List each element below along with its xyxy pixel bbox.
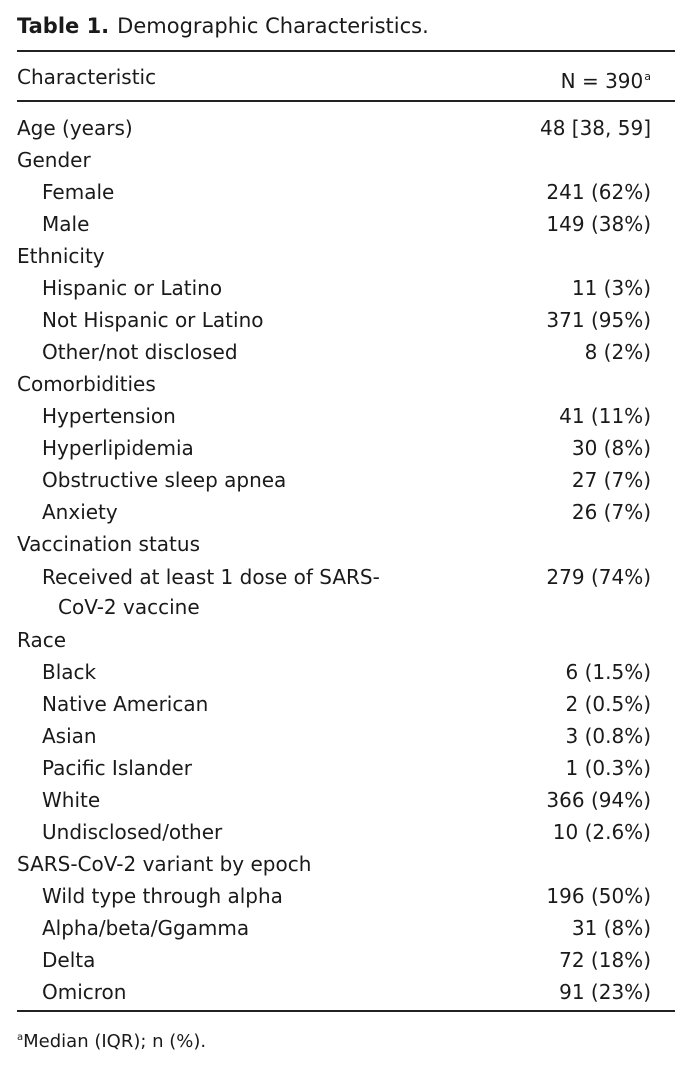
- row-value: 41 (11%): [559, 404, 651, 428]
- table-footnote: [17, 1025, 206, 1055]
- row-category: [17, 528, 437, 560]
- table-row: [17, 368, 675, 400]
- row-sublabel: [42, 912, 422, 944]
- row-sublabel: [42, 272, 422, 304]
- row-sublabel: [42, 432, 422, 464]
- table-row: [17, 240, 675, 272]
- row-label: Asian: [42, 724, 97, 748]
- header-rule: [17, 100, 675, 102]
- row-value: 371 (95%): [546, 308, 651, 332]
- header-n-label: N = 390: [560, 69, 644, 93]
- row-label: Gender: [17, 148, 91, 172]
- row-value: 2 (0.5%): [565, 692, 651, 716]
- row-label: Undisclosed/other: [42, 820, 223, 844]
- table-row: [17, 688, 675, 720]
- row-value: 366 (94%): [546, 788, 651, 812]
- row-value: 1 (0.3%): [565, 756, 651, 780]
- row-value: 8 (2%): [584, 340, 651, 364]
- row-category: [17, 144, 437, 176]
- row-sublabel: [42, 752, 422, 784]
- table-row: [17, 304, 675, 336]
- table-row: [17, 720, 675, 752]
- table-row: [17, 976, 675, 1008]
- row-label: Native American: [42, 692, 209, 716]
- row-sublabel: [42, 816, 422, 848]
- table-row: [17, 784, 675, 816]
- table-row: [17, 400, 675, 432]
- table-caption: [17, 12, 429, 40]
- row-label: Pacific Islander: [42, 756, 192, 780]
- row-category: [17, 624, 437, 656]
- table-row: [17, 528, 675, 560]
- row-label: Black: [42, 660, 97, 684]
- header-characteristic: Characteristic: [17, 65, 157, 89]
- row-label: White: [42, 788, 101, 812]
- row-label: Omicron: [42, 980, 127, 1004]
- row-label: Delta: [42, 948, 96, 972]
- row-category: [17, 112, 437, 144]
- footnote-text: Median (IQR); n (%).: [23, 1031, 207, 1052]
- table-row: [17, 336, 675, 368]
- row-sublabel: [42, 562, 422, 622]
- row-sublabel: [42, 944, 422, 976]
- table-row: [17, 176, 675, 208]
- row-label: Obstructive sleep apnea: [42, 468, 287, 492]
- row-sublabel: [42, 784, 422, 816]
- table-row: [17, 272, 675, 304]
- table-row: [17, 624, 675, 656]
- row-label: Vaccination status: [17, 532, 200, 556]
- table-row: [17, 752, 675, 784]
- table-row: [17, 112, 675, 144]
- bottom-rule: [17, 1010, 675, 1012]
- row-label: Not Hispanic or Latino: [42, 308, 264, 332]
- row-value: 10 (2.6%): [552, 820, 651, 844]
- table-row: [17, 912, 675, 944]
- header-n: [561, 62, 651, 96]
- row-value: 6 (1.5%): [565, 660, 651, 684]
- footnote-marker: a: [17, 1032, 24, 1043]
- table-row: [17, 208, 675, 240]
- header-n-footnote-marker: a: [644, 70, 651, 83]
- row-label: Wild type through alpha: [42, 884, 283, 908]
- table-row: [17, 880, 675, 912]
- row-label: Alpha/beta/Ggamma: [42, 916, 250, 940]
- row-value: 26 (7%): [571, 500, 651, 524]
- row-label: Female: [42, 180, 115, 204]
- table-row: [17, 144, 675, 176]
- row-value: 48 [38, 59]: [539, 116, 651, 140]
- row-sublabel: [42, 496, 422, 528]
- row-label: Comorbidities: [17, 372, 156, 396]
- table-row: [17, 656, 675, 688]
- row-sublabel: [42, 208, 422, 240]
- row-sublabel: [42, 720, 422, 752]
- row-sublabel: [42, 880, 422, 912]
- row-label: Male: [42, 212, 90, 236]
- row-sublabel: [42, 656, 422, 688]
- row-sublabel: [42, 336, 422, 368]
- row-value: 279 (74%): [546, 565, 651, 589]
- table-title: Demographic Characteristics.: [117, 14, 429, 38]
- row-label: Hyperlipidemia: [42, 436, 194, 460]
- row-value: 72 (18%): [559, 948, 651, 972]
- table-row: [17, 432, 675, 464]
- row-label: Anxiety: [42, 500, 118, 524]
- row-label: Other/not disclosed: [42, 340, 238, 364]
- row-value: 149 (38%): [546, 212, 651, 236]
- top-rule: [17, 50, 675, 52]
- row-label: Race: [17, 628, 67, 652]
- row-sublabel: [42, 176, 422, 208]
- table-row: [17, 560, 675, 624]
- row-label: Received at least 1 dose of SARS-: [42, 565, 380, 589]
- row-sublabel: [42, 400, 422, 432]
- row-sublabel: [42, 688, 422, 720]
- row-label: Age (years): [17, 116, 133, 140]
- row-value: 196 (50%): [546, 884, 651, 908]
- row-value: 241 (62%): [546, 180, 651, 204]
- row-category: [17, 848, 437, 880]
- row-category: [17, 368, 437, 400]
- table-header: [17, 62, 675, 92]
- row-value: 91 (23%): [559, 980, 651, 1004]
- table-row: [17, 464, 675, 496]
- row-value: 11 (3%): [571, 276, 651, 300]
- row-label: Hypertension: [42, 404, 176, 428]
- table-row: [17, 816, 675, 848]
- row-label: Hispanic or Latino: [42, 276, 223, 300]
- row-value: 31 (8%): [571, 916, 651, 940]
- table-row: [17, 944, 675, 976]
- table-number: Table 1.: [17, 14, 110, 38]
- table-row: [17, 496, 675, 528]
- row-sublabel: [42, 304, 422, 336]
- row-label: SARS-CoV-2 variant by epoch: [17, 852, 312, 876]
- table-body: [17, 112, 675, 1008]
- row-value: 27 (7%): [571, 468, 651, 492]
- row-value: 3 (0.8%): [565, 724, 651, 748]
- table-row: [17, 848, 675, 880]
- row-sublabel: [42, 976, 422, 1008]
- row-label: Ethnicity: [17, 244, 105, 268]
- row-sublabel: [42, 464, 422, 496]
- row-value: 30 (8%): [571, 436, 651, 460]
- row-category: [17, 240, 437, 272]
- row-label-continued: CoV-2 vaccine: [58, 595, 200, 619]
